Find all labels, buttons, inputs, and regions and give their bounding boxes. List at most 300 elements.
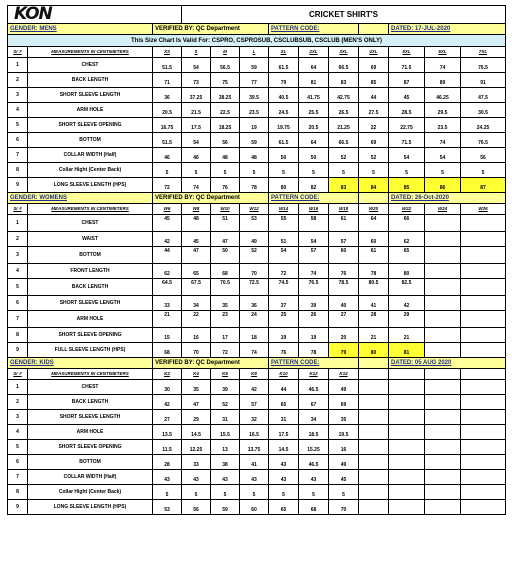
kids-measurement-value: 45 [329, 470, 359, 485]
kids-measurement-value [461, 380, 506, 395]
womens-size-header: W24 [425, 204, 461, 215]
womens-table-row [8, 296, 506, 311]
kids-measurement-value: 19.5 [329, 425, 359, 440]
mens-measurement-value: 5 [240, 163, 269, 178]
kids-table-row [8, 440, 506, 455]
kids-sr-header: Sr # [8, 369, 28, 380]
kids-table-row [8, 500, 506, 515]
womens-measurement-value: 76 [269, 343, 299, 358]
kids-row-number: 5 [8, 440, 28, 455]
womens-measurement-value: 17 [211, 328, 240, 343]
womens-sr-header: Sr # [8, 204, 28, 215]
womens-measurement-header: MEASUREMENTS IN CENTIMETERS [28, 204, 153, 215]
womens-measurement-value: 24 [240, 311, 269, 328]
mens-measurement-value: 39.5 [240, 88, 269, 103]
womens-measurement-value: 81 [389, 343, 425, 358]
kids-measurement-value [461, 470, 506, 485]
kids-measurement-value [461, 440, 506, 455]
kids-measurement-value [389, 470, 425, 485]
size-chart-body [8, 6, 506, 515]
womens-measurement-name: WAIST [28, 232, 153, 247]
kids-measurement-value: 38 [211, 455, 240, 470]
kids-measurement-value: 46.5 [299, 455, 329, 470]
womens-measurement-value [461, 232, 506, 247]
womens-measurement-value [425, 264, 461, 279]
womens-measurement-name: BACK LENGTH [28, 279, 153, 296]
kids-measurement-value [359, 395, 389, 410]
womens-measurement-value: 22 [182, 311, 211, 328]
kids-table-row [8, 410, 506, 425]
womens-measurement-value: 82.5 [389, 279, 425, 296]
kids-gender: GENDER: KIDS [8, 358, 153, 369]
kids-measurement-value: 65 [269, 395, 299, 410]
womens-measurement-value: 72.5 [240, 279, 269, 296]
mens-measurement-value: 19 [240, 118, 269, 133]
mens-measurement-value: 5 [359, 163, 389, 178]
kids-row-number: 8 [8, 485, 28, 500]
mens-measurement-value: 84 [359, 178, 389, 193]
mens-valid-note: This Size Chart Is Valid For: CSPRO, CSPROSUB, CSCLUBSUB, CSCLUB (MEN'S ONLY) [8, 35, 506, 47]
mens-pattern-code: PATTERN CODE: [269, 24, 359, 35]
mens-table-row [8, 133, 506, 148]
mens-measurement-value: 82 [299, 178, 329, 193]
kids-measurement-value: 31 [269, 410, 299, 425]
womens-measurement-value: 72 [211, 343, 240, 358]
mens-measurement-value: 91 [461, 73, 506, 88]
mens-measurement-value: 61.5 [269, 58, 299, 73]
mens-size-header: S [182, 47, 211, 58]
mens-measurement-value: 5 [153, 163, 182, 178]
mens-measurement-name: COLLAR WIDTH (Half) [28, 148, 153, 163]
mens-measurement-value: 76 [211, 178, 240, 193]
womens-measurement-value: 16 [182, 328, 211, 343]
mens-measurement-value: 81 [299, 73, 329, 88]
mens-table-row [8, 163, 506, 178]
womens-measurement-value: 78 [299, 343, 329, 358]
mens-measurement-value: 89 [425, 73, 461, 88]
womens-measurement-value: 79 [329, 343, 359, 358]
kids-measurement-value: 14.5 [182, 425, 211, 440]
womens-measurement-value [461, 279, 506, 296]
womens-measurement-value [425, 328, 461, 343]
mens-measurement-value: 52 [329, 148, 359, 163]
mens-measurement-value: 56.5 [211, 58, 240, 73]
kids-measurement-value [359, 410, 389, 425]
mens-size-header: 5XL [389, 47, 425, 58]
mens-table-row [8, 148, 506, 163]
kids-measurement-value [425, 380, 461, 395]
mens-table-row [8, 88, 506, 103]
womens-pattern-code-value [359, 193, 389, 204]
kids-size-header: K6 [211, 369, 240, 380]
womens-measurement-value [461, 328, 506, 343]
mens-measurement-value: 5 [211, 163, 240, 178]
kids-measurement-value: 67 [299, 395, 329, 410]
womens-row-number: 2 [8, 232, 28, 247]
mens-measurement-value: 5 [182, 163, 211, 178]
mens-measurement-value: 87 [389, 73, 425, 88]
womens-measurement-value: 53 [240, 215, 269, 232]
womens-measurement-value: 25 [269, 311, 299, 328]
kids-measurement-value: 29 [182, 410, 211, 425]
kids-measurement-value: 35 [329, 410, 359, 425]
womens-measurement-value: 74 [240, 343, 269, 358]
womens-measurement-value: 27 [329, 311, 359, 328]
kids-measurement-value: 16 [329, 440, 359, 455]
womens-measurement-value: 61 [329, 215, 359, 232]
mens-measurement-value: 61.5 [269, 133, 299, 148]
womens-row-number: 6 [8, 296, 28, 311]
kids-measurement-value: 43 [269, 455, 299, 470]
womens-measurement-value: 74.5 [269, 279, 299, 296]
womens-size-header: W16 [299, 204, 329, 215]
kids-measurement-value: 53 [153, 500, 182, 515]
mens-measurement-value: 76.5 [461, 58, 506, 73]
womens-measurement-value [425, 279, 461, 296]
womens-measurement-value: 26 [299, 311, 329, 328]
womens-measurement-name: SHORT SLEEVE OPENING [28, 328, 153, 343]
mens-measurement-value: 54 [425, 148, 461, 163]
mens-valid-note-row [8, 35, 506, 47]
mens-measurement-value: 17.5 [182, 118, 211, 133]
womens-measurement-value: 52 [240, 247, 269, 264]
kids-measurement-value: 13.5 [153, 425, 182, 440]
mens-measurement-value: 64 [299, 133, 329, 148]
mens-measurement-value: 26.5 [329, 103, 359, 118]
mens-gender: GENDER: MENS [8, 24, 153, 35]
kids-measurement-value: 56 [182, 500, 211, 515]
mens-measurement-value: 41.75 [299, 88, 329, 103]
womens-measurement-value: 28 [359, 311, 389, 328]
womens-measurement-value: 40 [329, 296, 359, 311]
kids-measurement-name: LONG SLEEVE LENGTH (HPS) [28, 500, 153, 515]
kids-measurement-value: 14.5 [269, 440, 299, 455]
kids-measurement-value: 59 [211, 500, 240, 515]
kids-row-number: 4 [8, 425, 28, 440]
mens-measurement-value: 51.5 [153, 58, 182, 73]
mens-measurement-value: 5 [461, 163, 506, 178]
kids-measurement-value: 5 [299, 485, 329, 500]
womens-column-header [8, 204, 506, 215]
womens-measurement-value: 80 [359, 343, 389, 358]
mens-measurement-value: 75 [211, 73, 240, 88]
womens-measurement-value: 19 [299, 328, 329, 343]
mens-measurement-value: 73 [182, 73, 211, 88]
kids-measurement-name: CHEST [28, 380, 153, 395]
kids-measurement-value [425, 425, 461, 440]
kids-row-number: 9 [8, 500, 28, 515]
mens-measurement-value: 46.25 [425, 88, 461, 103]
mens-measurement-value: 50 [299, 148, 329, 163]
size-chart-table [7, 5, 506, 515]
mens-measurement-name: Collar Hight (Center Back) [28, 163, 153, 178]
kids-table-row [8, 380, 506, 395]
mens-measurement-value: 56 [461, 148, 506, 163]
mens-measurement-value: 86 [425, 178, 461, 193]
womens-measurement-value: 66 [389, 215, 425, 232]
womens-measurement-name: FRONT LENGTH [28, 264, 153, 279]
womens-measurement-value: 80.5 [359, 279, 389, 296]
kids-measurement-value: 5 [240, 485, 269, 500]
womens-measurement-value: 41 [359, 296, 389, 311]
kids-measurement-value [389, 440, 425, 455]
kids-table-row [8, 470, 506, 485]
mens-measurement-value: 79 [269, 73, 299, 88]
mens-measurement-value: 66.5 [329, 58, 359, 73]
mens-measurement-value: 78 [240, 178, 269, 193]
mens-measurement-value: 5 [389, 163, 425, 178]
kids-size-header: K8 [240, 369, 269, 380]
mens-measurement-value: 18.25 [211, 118, 240, 133]
mens-size-header: XL [269, 47, 299, 58]
kids-measurement-value: 43 [182, 470, 211, 485]
mens-measurement-value: 5 [425, 163, 461, 178]
womens-measurement-value: 50 [211, 247, 240, 264]
kids-measurement-value [425, 485, 461, 500]
womens-measurement-name: BOTTOM [28, 247, 153, 264]
kids-measurement-value: 5 [211, 485, 240, 500]
kids-size-header: K10 [269, 369, 299, 380]
womens-size-header: W12 [240, 204, 269, 215]
mens-measurement-value: 54 [182, 133, 211, 148]
mens-measurement-value: 59 [240, 133, 269, 148]
kids-measurement-value: 39 [211, 380, 240, 395]
mens-measurement-value: 24.5 [269, 103, 299, 118]
mens-measurement-value: 40.5 [269, 88, 299, 103]
womens-table-row [8, 264, 506, 279]
womens-measurement-value: 23 [211, 311, 240, 328]
womens-measurement-value: 21 [359, 328, 389, 343]
womens-measurement-value: 58 [299, 215, 329, 232]
kids-measurement-value [425, 440, 461, 455]
kids-measurement-value [389, 380, 425, 395]
womens-size-header: W6 [153, 204, 182, 215]
mens-measurement-value: 36 [153, 88, 182, 103]
mens-size-header: 2XL [299, 47, 329, 58]
womens-row-number: 4 [8, 264, 28, 279]
womens-measurement-value: 68 [211, 264, 240, 279]
kids-measurement-value: 52 [211, 395, 240, 410]
kids-measurement-value: 44 [269, 380, 299, 395]
kids-size-header: K14 [329, 369, 359, 380]
kids-measurement-value [461, 425, 506, 440]
mens-table-row [8, 103, 506, 118]
mens-row-number: 3 [8, 88, 28, 103]
womens-measurement-value: 55 [269, 215, 299, 232]
kids-measurement-value [425, 455, 461, 470]
mens-measurement-value: 54 [389, 148, 425, 163]
kids-measurement-value: 27 [153, 410, 182, 425]
mens-measurement-value: 48 [240, 148, 269, 163]
mens-measurement-value: 21.5 [182, 103, 211, 118]
kids-measurement-value: 13.75 [240, 440, 269, 455]
womens-measurement-value: 57 [299, 247, 329, 264]
mens-measurement-value: 30.5 [461, 103, 506, 118]
kids-measurement-value [389, 485, 425, 500]
womens-table-row [8, 232, 506, 247]
kids-measurement-value: 43 [240, 470, 269, 485]
womens-measurement-value: 74 [299, 264, 329, 279]
womens-measurement-value: 45 [182, 232, 211, 247]
womens-measurement-value: 65 [182, 264, 211, 279]
mens-measurement-value: 85 [359, 73, 389, 88]
kids-measurement-value [359, 380, 389, 395]
kids-measurement-value: 70 [329, 500, 359, 515]
mens-measurement-name: BACK LENGTH [28, 73, 153, 88]
womens-measurement-value: 70.5 [211, 279, 240, 296]
kids-measurement-value [389, 425, 425, 440]
womens-table-row [8, 247, 506, 264]
mens-measurement-value: 38.25 [211, 88, 240, 103]
mens-column-header [8, 47, 506, 58]
kids-measurement-value: 69 [329, 395, 359, 410]
mens-row-number: 9 [8, 178, 28, 193]
womens-row-number: 7 [8, 311, 28, 328]
kids-measurement-value: 5 [329, 485, 359, 500]
womens-measurement-value [461, 247, 506, 264]
mens-size-header: M [211, 47, 240, 58]
mens-measurement-value: 23.5 [240, 103, 269, 118]
womens-measurement-value: 18 [240, 328, 269, 343]
womens-measurement-value: 47 [182, 247, 211, 264]
womens-measurement-value: 54 [269, 247, 299, 264]
kids-measurement-name: BACK LENGTH [28, 395, 153, 410]
womens-measurement-value [461, 215, 506, 232]
womens-measurement-value: 42 [389, 296, 425, 311]
kids-dated: DATED: 05 AUG 2020 [389, 358, 506, 369]
womens-measurement-value: 60 [329, 247, 359, 264]
mens-size-header: XS [153, 47, 182, 58]
womens-size-header: W8 [182, 204, 211, 215]
kids-measurement-value [425, 410, 461, 425]
womens-measurement-value: 76.5 [299, 279, 329, 296]
womens-measurement-value: 35 [211, 296, 240, 311]
mens-measurement-value: 42.75 [329, 88, 359, 103]
kids-measurement-value: 34 [299, 410, 329, 425]
mens-measurement-name: ARM HOLE [28, 103, 153, 118]
kids-measurement-value: 65 [269, 500, 299, 515]
kids-measurement-value: 57 [240, 395, 269, 410]
kids-measurement-value: 17.5 [269, 425, 299, 440]
kids-measurement-value: 42 [240, 380, 269, 395]
womens-measurement-value [461, 264, 506, 279]
kids-measurement-value: 13 [211, 440, 240, 455]
womens-measurement-name: ARM HOLE [28, 311, 153, 328]
womens-measurement-value: 60 [359, 232, 389, 247]
mens-table-row [8, 118, 506, 133]
womens-measurement-value: 29 [389, 311, 425, 328]
womens-measurement-value: 36 [240, 296, 269, 311]
mens-measurement-value: 69 [359, 133, 389, 148]
mens-measurement-value: 5 [299, 163, 329, 178]
mens-measurement-value: 21.25 [329, 118, 359, 133]
kids-size-header [359, 369, 389, 380]
size-chart-sheet [7, 5, 505, 515]
mens-measurement-value: 27.5 [359, 103, 389, 118]
mens-measurement-value: 56 [211, 133, 240, 148]
womens-measurement-value: 62 [389, 232, 425, 247]
kids-measurement-value [359, 470, 389, 485]
mens-measurement-value: 71 [153, 73, 182, 88]
womens-measurement-value: 78 [359, 264, 389, 279]
mens-size-header: L [240, 47, 269, 58]
mens-measurement-value: 83 [329, 178, 359, 193]
kids-measurement-value: 33 [182, 455, 211, 470]
womens-measurement-value: 72 [269, 264, 299, 279]
womens-measurement-value: 15 [153, 328, 182, 343]
mens-measurement-value: 77 [240, 73, 269, 88]
kids-measurement-value [359, 440, 389, 455]
kids-size-header [389, 369, 425, 380]
kids-measurement-value: 46.5 [299, 380, 329, 395]
womens-measurement-value: 21 [153, 311, 182, 328]
kids-pattern-code: PATTERN CODE: [269, 358, 359, 369]
womens-measurement-value: 45 [153, 215, 182, 232]
kids-column-header [8, 369, 506, 380]
kids-measurement-name: SHORT SLEEVE OPENING [28, 440, 153, 455]
womens-measurement-value: 37 [269, 296, 299, 311]
womens-measurement-name: FULL SLEEVE LENGTH (HPS) [28, 343, 153, 358]
womens-table-row [8, 343, 506, 358]
mens-measurement-value: 20.5 [299, 118, 329, 133]
mens-measurement-name: LONG SLEEVE LENGTH (HPS) [28, 178, 153, 193]
kids-measurement-value [359, 425, 389, 440]
mens-measurement-value: 46 [182, 148, 211, 163]
brand-logo: KON [8, 6, 182, 24]
kids-measurement-value: 31 [211, 410, 240, 425]
womens-measurement-value [425, 247, 461, 264]
womens-row-number: 3 [8, 247, 28, 264]
kids-measurement-value: 15.25 [299, 440, 329, 455]
mens-row-number: 5 [8, 118, 28, 133]
kids-measurement-value: 60 [240, 500, 269, 515]
kids-measurement-value [461, 395, 506, 410]
kids-section-header [8, 358, 506, 369]
kids-measurement-value: 49 [329, 455, 359, 470]
mens-measurement-value: 5 [329, 163, 359, 178]
womens-measurement-value: 33 [153, 296, 182, 311]
womens-measurement-value [461, 311, 506, 328]
womens-measurement-value [425, 343, 461, 358]
mens-measurement-name: BOTTOM [28, 133, 153, 148]
womens-table-row [8, 311, 506, 328]
womens-measurement-value [461, 343, 506, 358]
womens-measurement-value: 78.5 [329, 279, 359, 296]
womens-measurement-value: 49 [240, 232, 269, 247]
mens-measurement-value: 74 [182, 178, 211, 193]
kids-row-number: 1 [8, 380, 28, 395]
womens-measurement-value: 44 [153, 247, 182, 264]
womens-measurement-value: 65 [389, 247, 425, 264]
kids-size-header [461, 369, 506, 380]
womens-measurement-value: 48 [182, 215, 211, 232]
mens-measurement-value: 37.25 [182, 88, 211, 103]
kids-measurement-header: MEASUREMENTS IN CENTIMETERS [28, 369, 153, 380]
kids-measurement-name: BOTTOM [28, 455, 153, 470]
kids-table-row [8, 455, 506, 470]
mens-measurement-value: 28.5 [389, 103, 425, 118]
kids-pattern-code-value [359, 358, 389, 369]
womens-measurement-value: 80 [389, 264, 425, 279]
womens-section-header [8, 193, 506, 204]
kids-table-row [8, 425, 506, 440]
womens-measurement-value: 34 [182, 296, 211, 311]
womens-pattern-code: PATTERN CODE: [269, 193, 359, 204]
kids-measurement-value: 15.5 [211, 425, 240, 440]
womens-measurement-value: 57 [329, 232, 359, 247]
kids-measurement-value [425, 395, 461, 410]
mens-sr-header: Sr # [8, 47, 28, 58]
